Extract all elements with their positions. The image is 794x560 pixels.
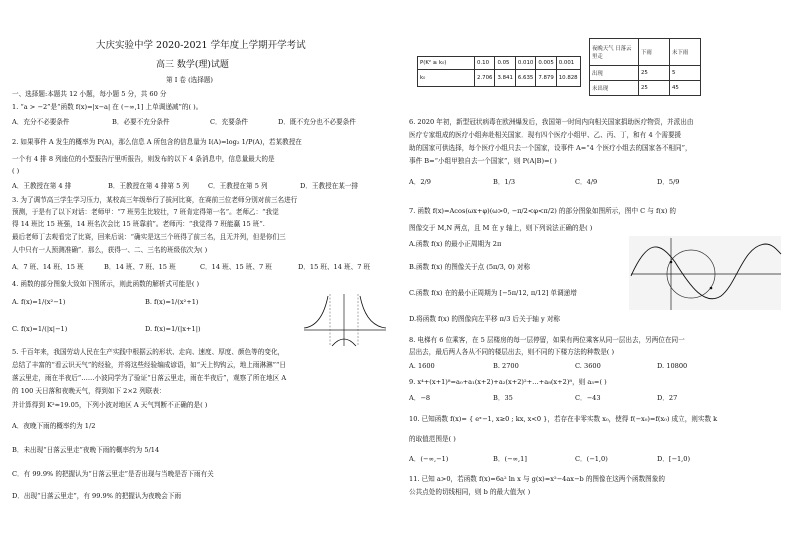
question-9: 9. x⁴+(x+1)⁸=a₀+a₁(x+2)+a₂(x+2)²+…+a₈(x+2)⁸，则 a₃=( ) <box>409 378 607 386</box>
q2-option-d[interactable]: D．王教授在某一排 <box>300 182 359 190</box>
q1-option-d[interactable]: D．既不充分也不必要条件 <box>278 118 356 126</box>
q8-option-b[interactable]: B. 2700 <box>493 362 519 370</box>
question-number: 5 <box>12 348 17 356</box>
table-cell: 0.005 <box>536 57 556 70</box>
question-8: 8. 电梯有 6 位乘客，在 5 层楼房的每一层停留，如果有两位乘客从同一层出去，另两位在同一 <box>409 336 685 344</box>
instructions: 一、选择题:本题共 12 小题，每小题 5 分，共 60 分 <box>12 90 167 98</box>
table-cell: 夜晚天气 日落云里走 <box>590 39 639 66</box>
q4-option-b[interactable]: B. f(x)=1/(x²+1) <box>145 298 199 306</box>
table-cell: 45 <box>670 81 701 96</box>
q4-option-a[interactable]: A. f(x)=1/(x²−1) <box>12 298 66 306</box>
q1-option-b[interactable]: B．必要不充分条件 <box>112 118 170 126</box>
question-number: 7 <box>409 207 414 215</box>
question-line: “a > −2”是“函数 f(x)=|x−a| 在 (−∞,1] 上单调递减”的( )。 <box>20 103 203 111</box>
q6-option-d[interactable]: D．5/9 <box>657 178 680 186</box>
question-11: 11. 已知 a>0，若函数 f(x)=6a² ln x 与 g(x)=x²−4ax−b 的图像在这两个函数图象的 <box>409 475 665 483</box>
question-number: 3 <box>12 196 17 204</box>
question-line: x⁴+(x+1)⁸=a₀+a₁(x+2)+a₂(x+2)²+…+a₈(x+2)⁸，则 a₃=( ) <box>417 378 607 386</box>
table-cell: 0.001 <box>556 57 580 70</box>
question-line: 并计算得到 K²≈19.05，下列小波对地区 A 天气判断不正确的是( ) <box>12 401 208 409</box>
q3-option-b[interactable]: B．14 班、7 班、15 班 <box>104 263 176 271</box>
table-cell: 下雨 <box>639 39 670 66</box>
table-row <box>590 81 701 96</box>
question-line: 预测，于是有了以下对话：老师甲：“7 班男生比较壮，7 班肯定得第一名”。老师乙：“我觉 <box>12 208 279 216</box>
table-cell: 出现 <box>590 66 639 81</box>
q5-option-a[interactable]: A．夜晚下雨的概率约为 1/2 <box>12 422 96 430</box>
point-m <box>670 261 673 264</box>
question-number: 9 <box>409 378 414 386</box>
question-line: 的 100 天日落和夜晚天气，得到如下 2×2 列联表： <box>12 387 166 395</box>
question-line: 人中只有一人预测准确”．那么，获得一、二、三名的班级依次为( ) <box>12 246 208 254</box>
q8-option-c[interactable]: C. 3600 <box>575 362 601 370</box>
q5-option-c[interactable]: C．有 99.9% 的把握认为“日落云里走”是否出现与当晚是否下雨有关 <box>12 470 214 478</box>
right-column <box>397 0 794 560</box>
table-cell: 0.05 <box>495 57 515 70</box>
question-number: 6 <box>409 118 414 126</box>
table-cell: 10.828 <box>556 70 580 87</box>
q6-option-a[interactable]: A．2/9 <box>409 178 431 186</box>
question-line: 总结了丰富的“看云识天气”的经验，并将这些经验编成谚语，如“天上钩钩云，地上雨淋淋”“日 <box>12 361 287 369</box>
q6-option-b[interactable]: B．1/3 <box>493 178 516 186</box>
q2-option-c[interactable]: C．王教授在第 5 列 <box>208 182 268 190</box>
table-cell: 5 <box>670 66 701 81</box>
question-line: 已知函数 f(x)= { eˣ−1, x≥0 ; kx, x<0 }，若存在非零实数 x₀，使得 f(−x₀)=f(x₀) 成立，则实数 k <box>421 415 718 423</box>
question-line: 千百年来，我国劳动人民在生产实践中根据云的形状、走向、速度、厚度、颜色等的变化， <box>20 348 285 356</box>
question-line: 助的国家可供选择，每个医疗小组只去一个国家，设事件 A=“4 个医疗小组去的国家各不相同”， <box>409 144 692 152</box>
table-cell: 0.010 <box>515 57 535 70</box>
question-line: 医疗专家组成的医疗小组奔赴相关国家．现有四个医疗小组甲、乙、丙、丁，和有 4 个需要援 <box>409 131 682 139</box>
q10-option-d[interactable]: D．[−1,0) <box>657 455 691 463</box>
q1-option-c[interactable]: C．充要条件 <box>210 118 249 126</box>
question-line: 一个有 4 排 8 列座位的小型报告厅里听报告，则发布的以下 4 条消息中，信息量最大的是 <box>12 155 275 163</box>
q3-option-a[interactable]: A．7 班、14 班、15 班 <box>12 263 84 271</box>
q10-option-a[interactable]: A．(−∞,−1) <box>409 455 449 463</box>
q4-option-c[interactable]: C. f(x)=1/(|x|−1) <box>12 325 68 333</box>
q10-option-c[interactable]: C．(−1,0) <box>575 455 608 463</box>
left-column <box>0 0 396 560</box>
q4-function-graph <box>300 292 388 348</box>
curve-left-branch <box>304 296 328 328</box>
question-line: 为了调节高三学生学习压力，某校高三年级举行了拔河比赛，在赛前三位老师分别对前三名进行 <box>20 196 298 204</box>
question-10: 10. 已知函数 f(x)= { eˣ−1, x≥0 ; kx, x<0 }，若存在非零实数 x₀，使得 f(−x₀)=f(x₀) 成立，则实数 k <box>409 415 718 423</box>
section-title: 第 I 卷 (选择题) <box>166 76 214 84</box>
q2-option-a[interactable]: A．王教授在第 4 排 <box>12 182 72 190</box>
q9-option-a[interactable]: A．−8 <box>409 394 431 402</box>
question-number: 1 <box>12 103 17 111</box>
question-line: 的取值范围是( ) <box>409 435 456 443</box>
question-line: 函数的部分图象大致如下图所示，则此函数的解析式可能是( ) <box>20 280 200 288</box>
contingency-table <box>589 38 701 96</box>
q1-option-a[interactable]: A．充分不必要条件 <box>12 118 70 126</box>
table-cell: k₀ <box>418 70 475 87</box>
question-number: 8 <box>409 336 414 344</box>
question-number: 10 <box>409 415 418 423</box>
question-2: 2. 如果事件 A 发生的概率为 P(A)，那么信息 A 所包含的信息量为 I(A)=log₂ 1/P(A)，若某教授在 <box>12 138 302 146</box>
q7-option-c[interactable]: C.函数 f(x) 在的最小正周期为 [−5π/12, π/12] 单调递增 <box>409 289 577 297</box>
table-row <box>418 70 581 87</box>
question-number: 11 <box>409 475 418 483</box>
curve-right-branch <box>360 296 386 328</box>
table-cell: 2.706 <box>475 70 495 87</box>
q5-option-d[interactable]: D．出现“日落云里走”，有 99.9% 的把握认为夜晚会下雨 <box>12 492 182 500</box>
question-line: ( ) <box>12 167 20 175</box>
table-row <box>590 66 701 81</box>
question-line: 如果事件 A 发生的概率为 P(A)，那么信息 A 所包含的信息量为 I(A)=log₂ 1/P(A)，若某教授在 <box>20 138 302 146</box>
q6-option-c[interactable]: C．4/9 <box>575 178 598 186</box>
k2-critical-value-table <box>417 56 581 87</box>
q7-option-d[interactable]: D.将函数 f(x) 的图像向左平移 π/3 后关于轴 y 对称 <box>409 315 561 323</box>
table-cell: 未出现 <box>590 81 639 96</box>
table-cell: 7.879 <box>536 70 556 87</box>
q9-option-c[interactable]: C．−43 <box>575 394 601 402</box>
q9-option-b[interactable]: B．35 <box>493 394 513 402</box>
question-1: 1. “a > −2”是“函数 f(x)=|x−a| 在 (−∞,1] 上单调递减”的( )。 <box>12 103 203 111</box>
table-cell: P(K² ≥ k₀) <box>418 57 475 70</box>
q5-option-b[interactable]: B．未出现“日落云里走”夜晚下雨的概率约为 5/14 <box>12 446 160 454</box>
question-number: 2 <box>12 138 17 146</box>
table-cell: 25 <box>639 66 670 81</box>
question-line: 事件 B=“小组甲独自去一个国家”，则 P(A|B)=( ) <box>409 157 557 165</box>
question-line: 图像交于 M,N 两点，且 M 在 y 轴上，则下列说法正确的是( ) <box>409 224 593 232</box>
table-cell: 3.841 <box>495 70 515 87</box>
question-line: 层出去，最后两人各从不同的楼层出去，则不同的下楼方法的种数是( ) <box>409 348 615 356</box>
q4-option-d[interactable]: D. f(x)=1/(|x+1|) <box>145 325 201 333</box>
question-3: 3. 为了调节高三学生学习压力，某校高三年级举行了拔河比赛，在赛前三位老师分别对前三名进行 <box>12 196 298 204</box>
question-5: 5. 千百年来，我国劳动人民在生产实践中根据云的形状、走向、速度、厚度、颜色等的变化， <box>12 348 285 356</box>
question-line: 2020 年初，新型冠状病毒在欧洲爆发后，我国第一时间内向相关国家捐助医疗物资，并派出由 <box>417 118 694 126</box>
q2-option-b[interactable]: B．王教授在第 4 排第 5 列 <box>108 182 189 190</box>
graph-background <box>629 236 781 310</box>
table-row <box>418 57 581 70</box>
question-line: 最后老师丁去观看完了比赛，回来后说：“确实是这三个班得了前三名，且无并列，但是你们三 <box>12 233 286 241</box>
table-cell: 6.635 <box>515 70 535 87</box>
q7-cosine-graph <box>625 232 785 314</box>
table-cell: 25 <box>639 81 670 96</box>
question-6: 6. 2020 年初，新型冠状病毒在欧洲爆发后，我国第一时间内向相关国家捐助医疗物资，并派出由 <box>409 118 694 126</box>
question-line: 已知 a>0，若函数 f(x)=6a² ln x 与 g(x)=x²−4ax−b 的图像在这两个函数图象的 <box>421 475 665 483</box>
table-row <box>590 39 701 66</box>
question-4: 4. 函数的部分图象大致如下图所示，则此函数的解析式可能是( ) <box>12 280 200 288</box>
q10-option-b[interactable]: B．(−∞,1] <box>493 455 527 463</box>
q8-option-a[interactable]: A. 1600 <box>409 362 435 370</box>
question-line: 函数 f(x)=Acos(ωx+φ)(ω>0, −π/2<φ<π/2) 的部分图象如图所示，图中 C 与 f(x) 的 <box>417 207 676 215</box>
q7-option-b[interactable]: B.函数 f(x) 的图像关于点 (5π/3, 0) 对称 <box>409 263 531 271</box>
q3-option-d[interactable]: D．15 班、14 班、7 班 <box>298 263 371 271</box>
question-line: 落云里走，雨在半夜后”……小波同学为了验证“日落云里走，雨在半夜后”，观察了所在地区 A <box>12 374 287 382</box>
question-line: 电梯有 6 位乘客，在 5 层楼房的每一层停留，如果有两位乘客从同一层出去，另两位在同一 <box>417 336 685 344</box>
subject-title: 高三 数学(理)试题 <box>156 60 229 70</box>
q8-option-d[interactable]: D. 10800 <box>657 362 688 370</box>
table-cell: 未下雨 <box>670 39 701 66</box>
question-line: 公共点处的切线相同，则 b 的最大值为( ) <box>409 488 531 496</box>
school-title: 大庆实验中学 2020-2021 学年度上学期开学考试 <box>96 40 306 51</box>
q3-option-c[interactable]: C．14 班、15 班、7 班 <box>200 263 272 271</box>
table-cell: 0.10 <box>475 57 495 70</box>
question-number: 4 <box>12 280 17 288</box>
q7-option-a[interactable]: A.函数 f(x) 的最小正周期为 2π <box>409 240 502 248</box>
question-line: 得 14 班比 15 班强，14 班名次会比 15 班靠前”。老师丙：“我觉得 7 班能赢 15 班”. <box>12 220 265 228</box>
point-n <box>710 287 713 290</box>
question-7: 7. 函数 f(x)=Acos(ωx+φ)(ω>0, −π/2<φ<π/2) 的部分图象如图所示，图中 C 与 f(x) 的 <box>409 207 676 215</box>
q9-option-d[interactable]: D．27 <box>657 394 678 402</box>
